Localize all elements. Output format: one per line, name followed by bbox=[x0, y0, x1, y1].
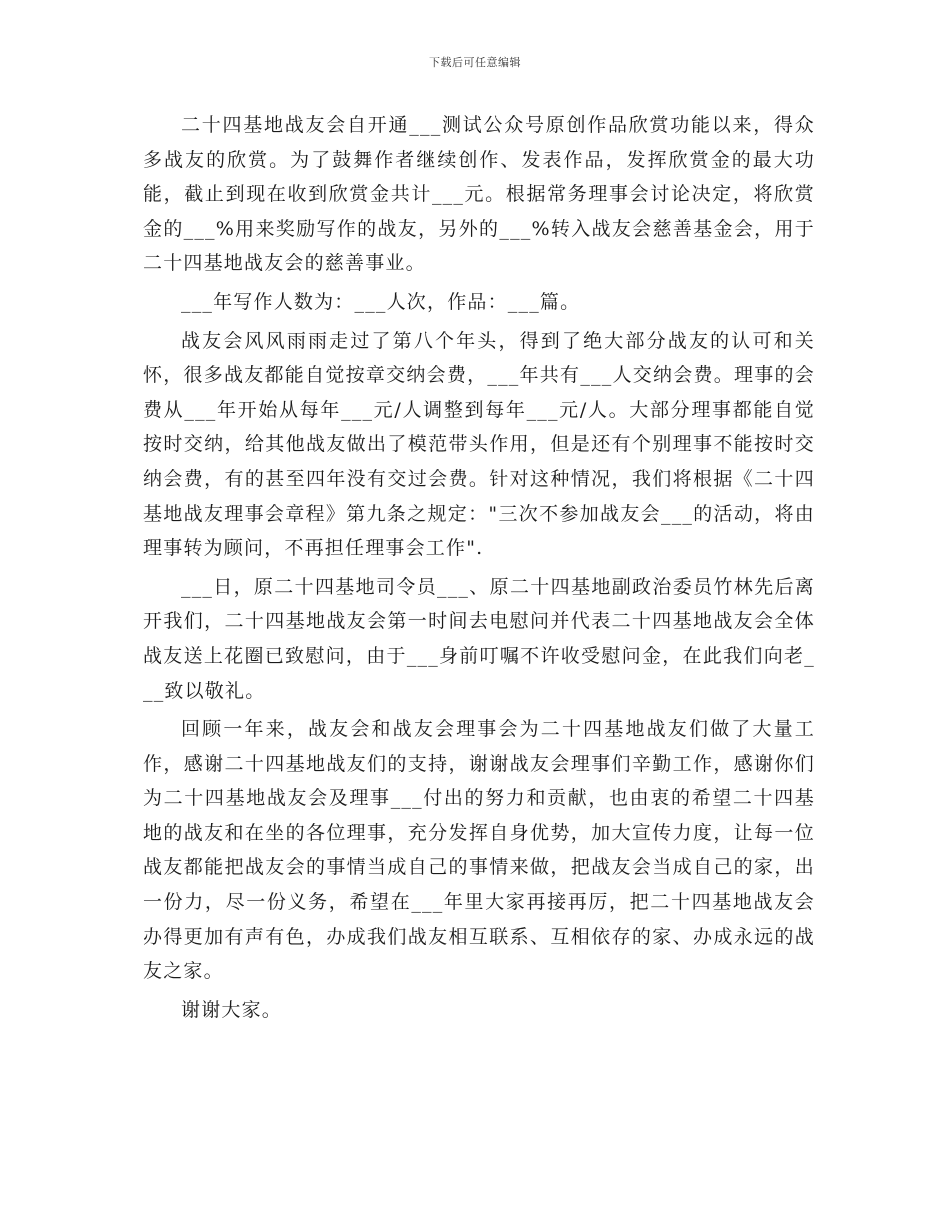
paragraph-condolences: ___日，原二十四基地司令员___、原二十四基地副政治委员竹林先后离开我们，二十四基地战友会第一时间去电慰问并代表二十四基地战友会全体战友送上花圈已致慰问，由于___身前叮嘱不许收受慰问金，在此我们向老___致以敬礼。 bbox=[143, 575, 815, 702]
paragraph-writing-stats: ___年写作人数为：___人次，作品：___篇。 bbox=[181, 290, 581, 313]
document-body bbox=[143, 108, 815, 1031]
paragraph-membership-fees: 战友会风风雨雨走过了第八个年头，得到了绝大部分战友的认可和关怀，很多战友都能自觉按章交纳会费，___年共有___人交纳会费。理事的会费从___年开始从每年___元/人调整到每年___元/人。大部分理事都能自觉按时交纳，给其他战友做出了模范带头作用，但是还有个别理事不能按时交纳会费，有的甚至四年没有交过会费。针对这种情况，我们将根据《二十四基地战友理事会章程》第九条之规定："三次不参加战友会___的活动，将由理事转为顾问，不再担任理事会工作". bbox=[143, 329, 815, 560]
paragraph-closing: 谢谢大家。 bbox=[181, 998, 283, 1021]
paragraph-appreciation-fund: 二十四基地战友会自开通___测试公众号原创作品欣赏功能以来，得众多战友的欣赏。为了鼓舞作者继续创作、发表作品，发挥欣赏金的最大功能，截止到现在收到欣赏金共计___元。根据常务理事会讨论决定，将欣赏金的___%用来奖励写作的战友，另外的___%转入战友会慈善基金会，用于二十四基地战友会的慈善事业。 bbox=[143, 114, 815, 275]
header-note: 下载后可任意编辑 bbox=[429, 56, 521, 69]
paragraph-review-thanks: 回顾一年来，战友会和战友会理事会为二十四基地战友们做了大量工作，感谢二十四基地战友们的支持，谢谢战友会理事们辛勤工作，感谢你们为二十四基地战友会及理事___付出的努力和贡献，也由衷的希望二十四基地的战友和在坐的各位理事，充分发挥自身优势，加大宣传力度，让每一位战友都能把战友会的事情当成自己的事情来做，把战友会当成自己的家，出一份力，尽一份义务，希望在___年里大家再接再厉，把二十四基地战友会办得更加有声有色，办成我们战友相互联系、互相依存的家、办成永远的战友之家。 bbox=[143, 718, 815, 983]
